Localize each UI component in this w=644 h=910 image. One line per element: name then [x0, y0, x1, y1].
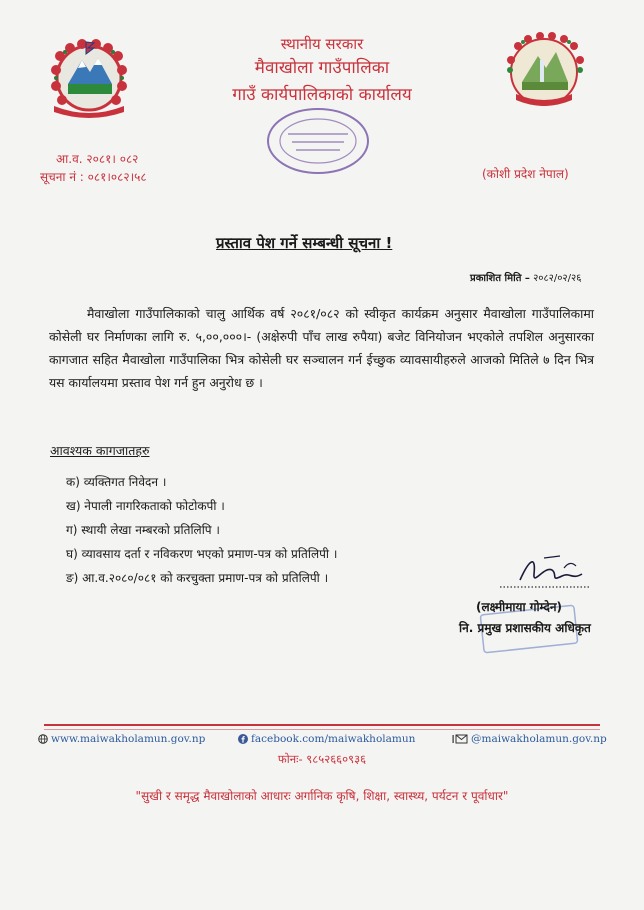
list-item: क) व्यक्तिगत निवेदन ।	[66, 475, 167, 489]
facebook-icon	[238, 734, 248, 744]
list-item: ग) स्थायी लेखा नम्बरको प्रतिलिपि ।	[66, 523, 220, 537]
email-link[interactable]: @maiwakholamun.gov.np	[471, 733, 607, 745]
list-item: ख) नेपाली नागरिकताको फोटोकपी ।	[66, 499, 225, 513]
signature-line	[500, 584, 590, 590]
footer-divider-thin	[44, 729, 600, 730]
footer-phone: फोनः- ९८५२६६०९३६	[277, 752, 367, 766]
published-date-value: २०८२/०२/२६	[533, 273, 582, 284]
documents-heading: आवश्यक कागजातहरु	[50, 443, 150, 458]
municipality-name: मैवाखोला गाउँपालिका	[254, 58, 390, 78]
website-link[interactable]: www.maiwakholamun.gov.np	[51, 733, 206, 745]
published-date-label: प्रकाशित मिति –	[470, 273, 530, 284]
fiscal-year: आ.व. २०८१। ०८२	[56, 152, 139, 166]
list-item: घ) व्यावसाय दर्ता र नविकरण भएको प्रमाण-पत्र को प्रतिलिपी ।	[66, 547, 338, 561]
footer-divider	[44, 724, 600, 726]
notice-body	[49, 302, 594, 394]
footer-email[interactable]	[452, 733, 607, 745]
globe-icon	[38, 734, 48, 744]
notice-number: सूचना नं : ०८१।०८२।५८	[40, 170, 147, 184]
office-name: गाउँ कार्यपालिकाको कार्यालय	[232, 85, 412, 105]
letterhead-line-1: स्थानीय सरकार	[280, 35, 364, 53]
mail-icon	[452, 734, 468, 744]
footer-slogan: "सुखी र समृद्ध मैवाखोलाको आधारः अर्गानिक कृषि, शिक्षा, स्वास्थ्य, पर्यटन र पूर्वाधार"	[135, 789, 509, 803]
notice-body-text: मैवाखोला गाउँपालिकाको चालु आर्थिक वर्ष २०८१/०८२ को स्वीकृत कार्यक्रम अनुसार मैवाखोला गाउँपालिकामा कोसेली घर निर्माणका लागि रु. ५,००,०००।- (अक्षेरुपी पाँच लाख रुपैया) बजेट विनियोजन भएकोले तपशिल अनुसारका कागजात सहित मैवाखोला गाउँपालिका भित्र कोसेली घर सञ्चालन गर्न ईच्छुक व्यावसायीहरुले आजको मितिले ७ दिन भित्र यस कार्यालयमा प्रस्ताव पेश गर्न हुन अनुरोध छ ।	[49, 306, 594, 390]
documents-list	[66, 470, 337, 590]
facebook-link[interactable]: facebook.com/maiwakholamun	[251, 733, 416, 745]
footer-website[interactable]	[38, 733, 205, 745]
signatory-name: (लक्ष्मीमाया गोम्देन)	[476, 600, 563, 614]
notice-title: प्रस्ताव पेश गर्ने सम्बन्धी सूचना !	[216, 234, 393, 252]
published-date	[470, 270, 581, 284]
province-label: (कोशी प्रदेश नेपाल)	[482, 167, 569, 181]
list-item: ङ) आ.व.२०८०/०८१ को करचुक्ता प्रमाण-पत्र को प्रतिलिपी ।	[66, 571, 329, 585]
signatory-title: नि. प्रमुख प्रशासकीय अधिकृत	[459, 621, 591, 635]
footer-facebook[interactable]	[238, 733, 415, 745]
office-stamp	[262, 104, 374, 178]
